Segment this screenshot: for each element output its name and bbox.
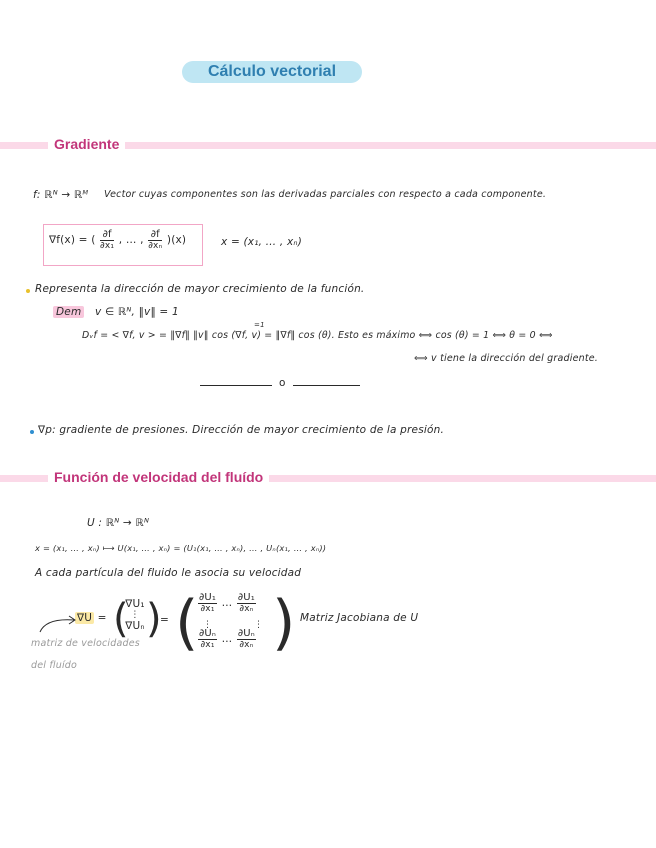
norm-exponent: =1 — [254, 321, 265, 329]
m12-den: ∂xₙ — [239, 604, 254, 614]
col-dots-left: ⋮ — [203, 620, 213, 630]
dem-line: v ∈ ℝᴺ, ‖v‖ = 1 — [95, 306, 179, 318]
right-paren-matrix: ) — [272, 588, 296, 658]
matrix-row-2 — [197, 628, 257, 662]
bullet-direction: Representa la dirección de mayor crecimiento de la función. — [35, 283, 365, 295]
m11-num: ∂U₁ — [199, 592, 217, 603]
formula-mid: , … , — [118, 234, 144, 246]
dem-label: Dem — [53, 306, 84, 318]
equals-2: = — [160, 614, 169, 626]
gradient-vector — [122, 598, 148, 632]
directional-derivative: Dᵥf = < ∇f, v > = ‖∇f‖ ‖v‖ cos (∇f, v) = ‖∇f‖ cos (θ). Esto es máximo ⟺ cos (θ) = 1 ⟺ θ = 0 ⟺ — [82, 330, 553, 341]
equals-1: = — [97, 612, 107, 624]
particle-velocity: A cada partícula del fluido le asocia su velocidad — [35, 567, 302, 579]
row2-dots: … — [221, 633, 233, 645]
formula-num-2: ∂f — [148, 229, 162, 241]
formula-num-1: ∂f — [100, 229, 114, 241]
formula-rhs: )(x) — [166, 234, 187, 246]
bullet-pressure: ∇p: gradiente de presiones. Dirección de mayor crecimiento de la presión. — [38, 424, 445, 436]
bullet-dot — [26, 289, 30, 293]
m22-num: ∂Uₙ — [237, 628, 255, 639]
m22-den: ∂xₙ — [239, 640, 254, 650]
vector-top: ∇U₁ — [125, 598, 145, 610]
formula-frac-2 — [148, 229, 162, 251]
gradient-domain-lhs: f: ℝᴺ → ℝᴹ — [33, 189, 89, 201]
formula-den-1: ∂x₁ — [100, 241, 115, 251]
formula-den-2: ∂xₙ — [148, 241, 163, 251]
m22 — [237, 628, 256, 650]
side-note-line-1: matriz de velocidades — [31, 638, 140, 649]
m21 — [198, 628, 217, 650]
dem-row — [53, 306, 179, 318]
directional-derivative-cont: ⟺ v tiene la dirección del gradiente. — [414, 353, 599, 364]
divider-mark: o — [279, 377, 286, 389]
row1-dots: … — [221, 597, 233, 609]
m12-num: ∂U₁ — [237, 592, 256, 603]
section-title-fluido: Función de velocidad del fluído — [48, 469, 269, 485]
m21-den: ∂x₁ — [200, 640, 215, 650]
m11-den: ∂x₁ — [200, 604, 215, 614]
u-definition: U : ℝᴺ → ℝᴺ — [87, 517, 150, 529]
m21-num: ∂Uₙ — [199, 628, 217, 639]
nabla-u-label: ∇U — [77, 612, 93, 624]
bullet-dot-blue — [30, 430, 34, 434]
section-title-gradiente: Gradiente — [48, 136, 125, 152]
m11 — [198, 592, 217, 614]
formula-frac-1 — [100, 229, 114, 251]
col-dots-right: ⋮ — [254, 620, 264, 630]
divider-right — [293, 385, 360, 386]
formula-lhs: ∇f(x) = ( — [49, 234, 96, 246]
divider-left — [200, 385, 272, 386]
side-note-arrow — [36, 612, 80, 634]
u-mapping: x = (x₁, … , xₙ) ⟼ U(x₁, … , xₙ) = (U₁(x₁, … , xₙ), … , Uₙ(x₁, … , xₙ)) — [35, 543, 327, 553]
m12 — [237, 592, 256, 614]
left-paren-matrix: ( — [175, 588, 199, 658]
vector-dots: ⋮ — [130, 610, 140, 620]
jacobian-label: Matriz Jacobiana de U — [300, 612, 419, 624]
gradient-formula — [49, 229, 186, 251]
gradient-domain — [33, 189, 88, 201]
vector-bottom: ∇Uₙ — [125, 620, 145, 632]
x-definition: x = (x₁, … , xₙ) — [221, 236, 303, 248]
page-title: Cálculo vectorial — [207, 63, 337, 80]
gradient-definition: Vector cuyas componentes son las derivadas parciales con respecto a cada componente. — [104, 189, 547, 200]
side-note-line-2: del fluído — [31, 660, 78, 671]
left-paren-vector: ( — [113, 596, 129, 642]
right-paren-vector: ) — [146, 596, 162, 642]
